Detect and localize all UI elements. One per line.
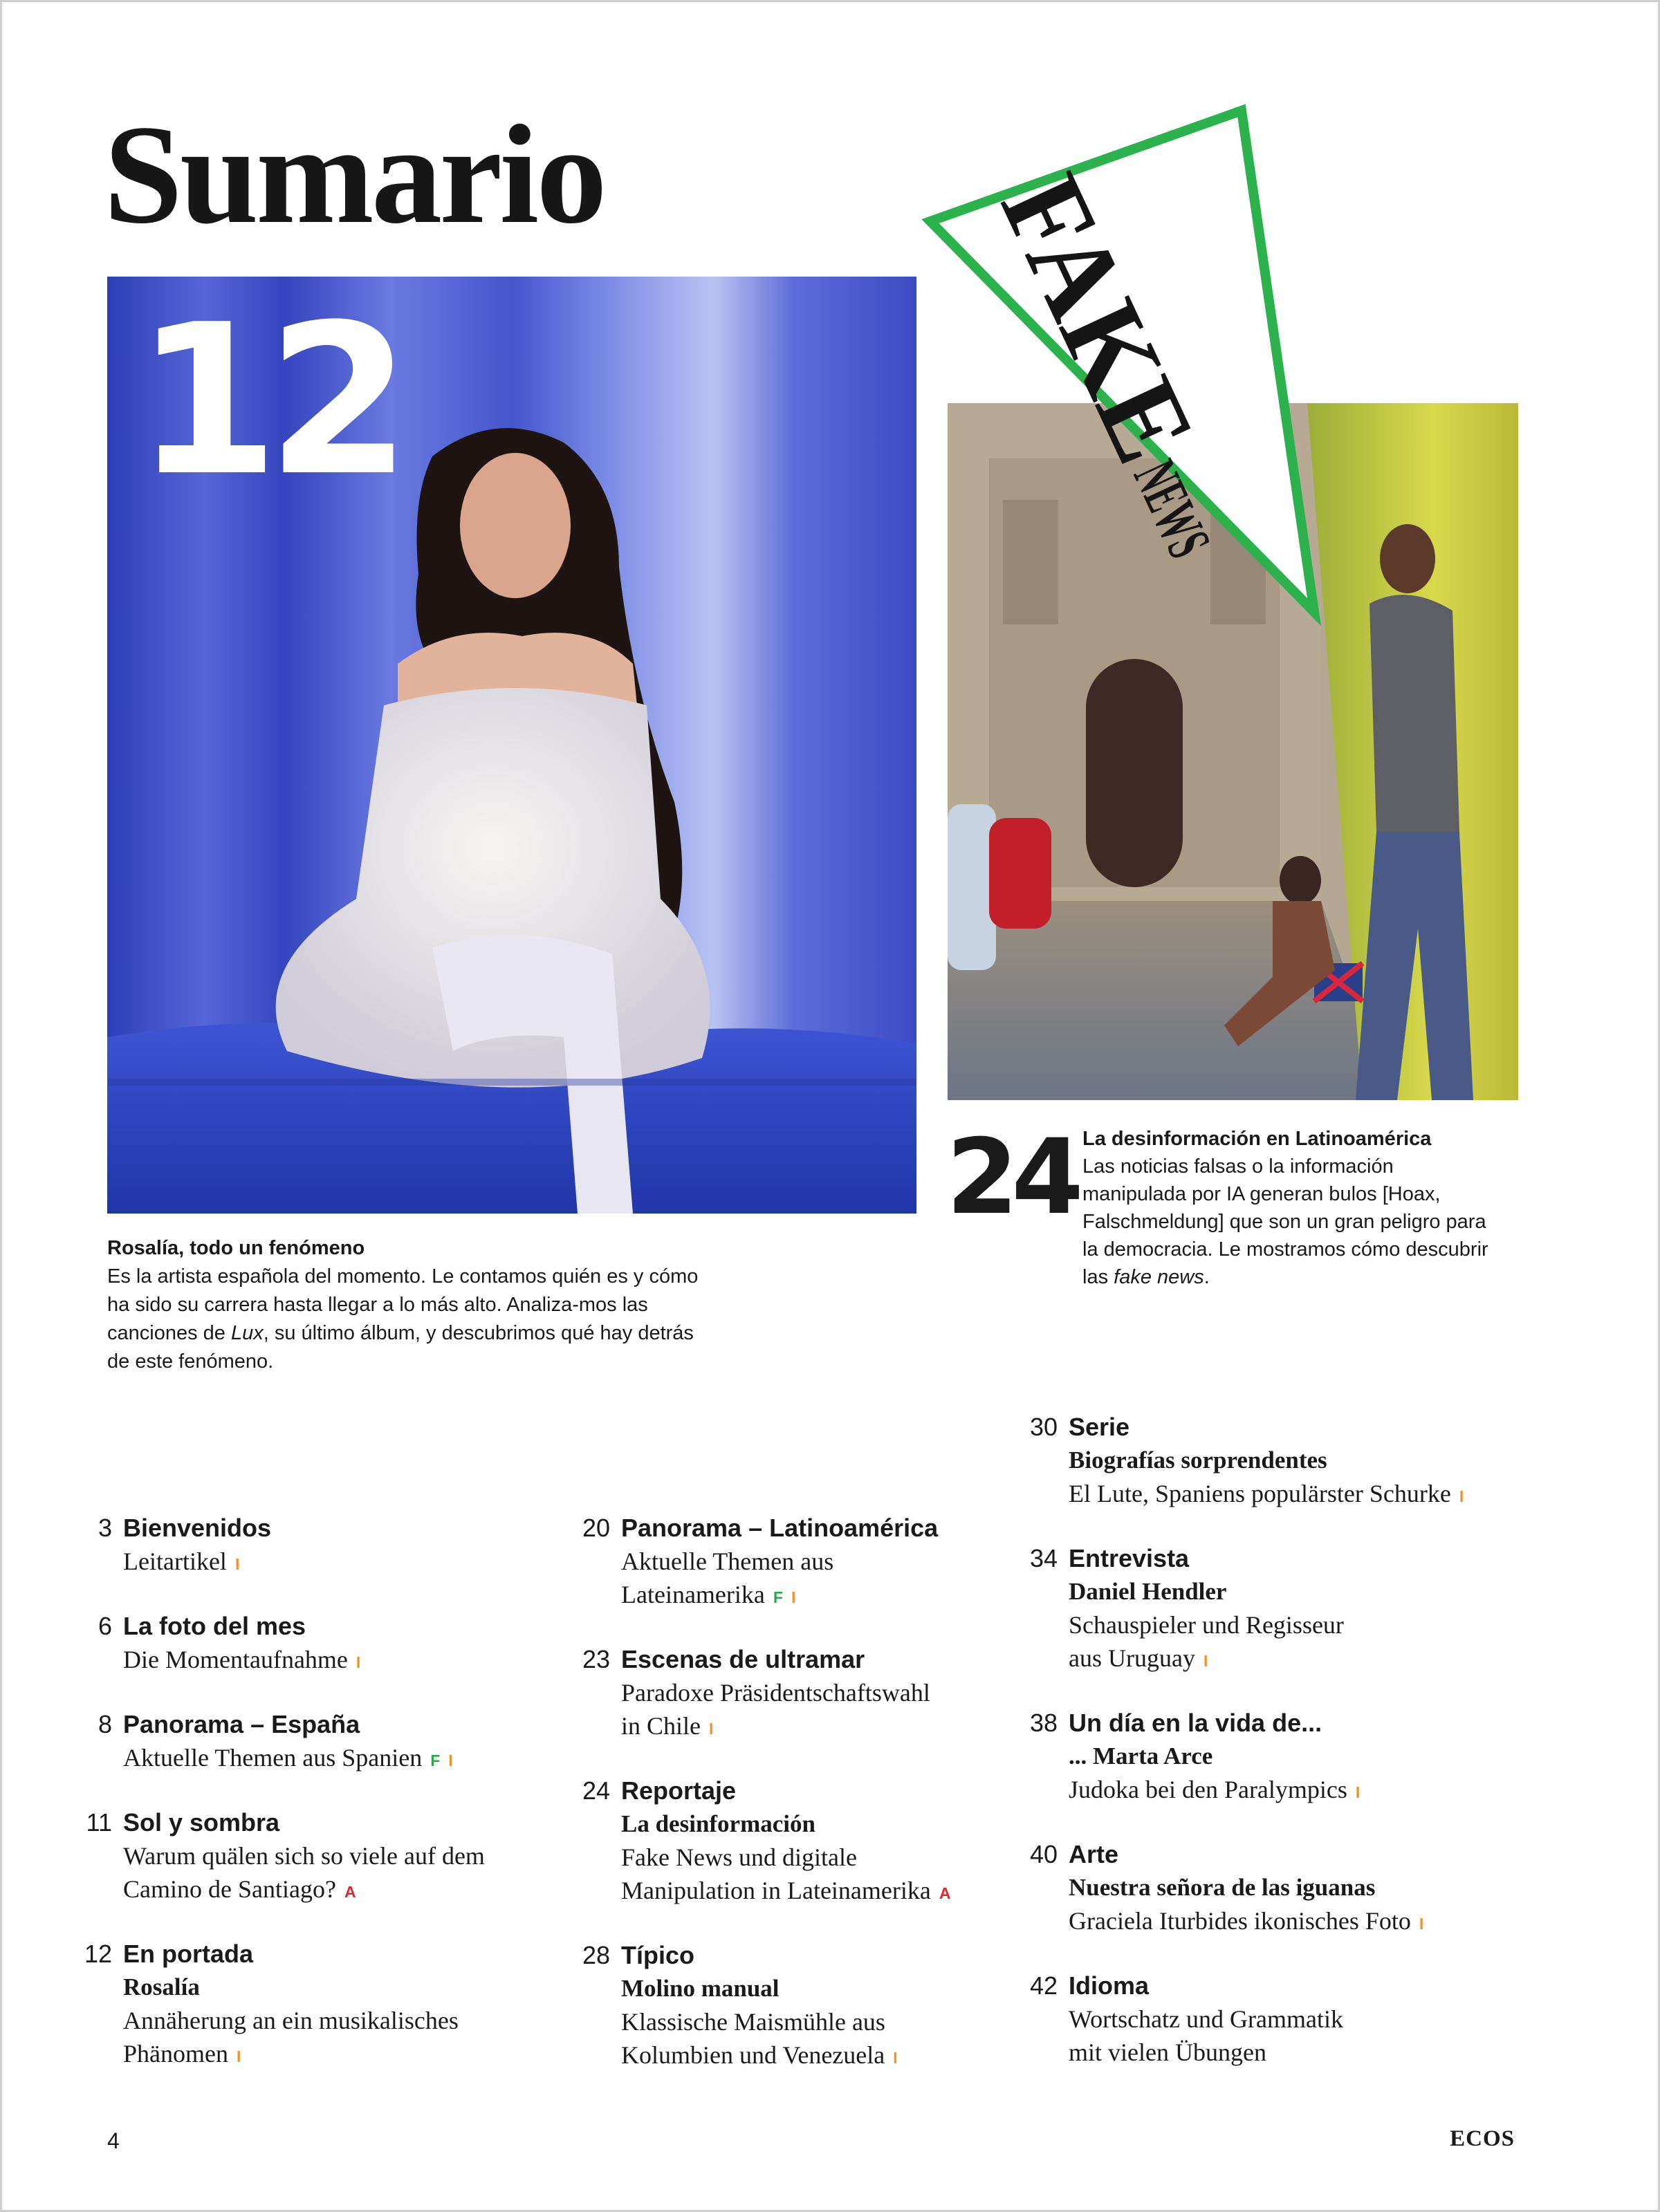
toc-section-title: La foto del mes bbox=[123, 1612, 306, 1640]
toc-page-number: 12 bbox=[84, 1940, 112, 1968]
report-caption-text bbox=[1082, 1153, 1497, 1291]
toc-description-text: El Lute, Spaniens populärster Schurke bbox=[1069, 1480, 1451, 1507]
toc-entry-header bbox=[69, 1512, 553, 1545]
toc-description bbox=[1069, 1904, 1540, 1940]
report-page-number: 24 bbox=[946, 1117, 1077, 1238]
toc-section-title: Entrevista bbox=[1069, 1544, 1190, 1572]
toc-description bbox=[123, 1545, 553, 1581]
toc-page-number: 23 bbox=[582, 1645, 610, 1673]
toc-entry-body bbox=[1069, 1871, 1540, 1940]
toc-entry-body bbox=[123, 1545, 553, 1581]
level-tag-i: I bbox=[1355, 1783, 1361, 1801]
level-tag-i: I bbox=[709, 1720, 714, 1738]
footer-brand: ECOS bbox=[1450, 2126, 1515, 2151]
toc-section-title: Panorama – Latinoamérica bbox=[621, 1514, 939, 1542]
toc-entry-header bbox=[1015, 1542, 1540, 1575]
toc-description bbox=[123, 1741, 553, 1777]
pennant-word-fake: FAKE bbox=[976, 156, 1229, 500]
fake-news-pennant bbox=[923, 104, 1325, 647]
toc-entry-header bbox=[567, 1939, 1017, 1972]
toc-description bbox=[123, 1643, 553, 1679]
level-tag-i: I bbox=[356, 1653, 361, 1671]
level-tag-i: I bbox=[1459, 1487, 1464, 1505]
toc-description-text: Paradoxe Präsidentschaftswahl in Chile bbox=[621, 1679, 930, 1740]
toc-entry-body bbox=[621, 1972, 1017, 2074]
toc-section-title: Típico bbox=[621, 1941, 694, 1969]
toc-entry-header bbox=[567, 1774, 1017, 1807]
toc-entry[interactable] bbox=[1015, 1969, 1540, 2069]
toc-entry[interactable] bbox=[69, 1806, 553, 1908]
toc-description-text: Graciela Iturbides ikonisches Foto bbox=[1069, 1907, 1411, 1935]
toc-column-2 bbox=[567, 1512, 1017, 2103]
toc-description bbox=[1069, 1608, 1540, 1677]
toc-entry[interactable] bbox=[567, 1939, 1017, 2074]
toc-entry-body bbox=[1069, 1740, 1540, 1809]
toc-description-text: Schauspieler und Regisseur aus Uruguay bbox=[1069, 1611, 1344, 1672]
toc-section-title: Un día en la vida de... bbox=[1069, 1709, 1322, 1737]
toc-description bbox=[621, 1676, 1017, 1745]
toc-subtitle: Rosalía bbox=[123, 1973, 200, 2000]
toc-entry-body bbox=[621, 1676, 1017, 1745]
toc-entry[interactable] bbox=[567, 1512, 1017, 1614]
toc-section-title: Arte bbox=[1069, 1840, 1119, 1868]
toc-description-text: Aktuelle Themen aus Spanien bbox=[123, 1744, 423, 1772]
toc-description bbox=[1069, 1773, 1540, 1809]
toc-description-text: Die Momentaufnahme bbox=[123, 1646, 348, 1673]
toc-page-number: 6 bbox=[98, 1612, 112, 1640]
toc-page-number: 11 bbox=[86, 1808, 112, 1837]
toc-entry[interactable] bbox=[1015, 1542, 1540, 1677]
level-tag-a: A bbox=[344, 1883, 356, 1901]
toc-description bbox=[621, 1841, 1017, 1910]
level-tag-f: F bbox=[430, 1751, 441, 1769]
caption-text-part: Las noticias falsas o la información manipulada por IA generan bulos [Hoax, Falschmeldung] que son un gran peligro para la democracia. Le mostramos cómo descubrir las bbox=[1082, 1155, 1488, 1288]
toc-description bbox=[123, 2004, 553, 2073]
level-tag-i: I bbox=[791, 1588, 796, 1606]
toc-subtitle: Molino manual bbox=[621, 1975, 780, 2002]
footer-page-number: 4 bbox=[107, 2128, 120, 2153]
level-tag-i: I bbox=[236, 2047, 241, 2065]
toc-entry-body bbox=[123, 1839, 553, 1908]
toc-entry[interactable] bbox=[567, 1774, 1017, 1910]
toc-description-text: Leitartikel bbox=[123, 1548, 227, 1575]
toc-entry-header bbox=[69, 1937, 553, 1971]
toc-entry[interactable] bbox=[1015, 1838, 1540, 1940]
toc-subtitle: ... Marta Arce bbox=[1069, 1742, 1213, 1769]
toc-page-number: 38 bbox=[1029, 1709, 1058, 1737]
toc-page-number: 34 bbox=[1029, 1544, 1058, 1572]
toc-page-number: 24 bbox=[582, 1776, 610, 1805]
toc-page-number: 30 bbox=[1029, 1413, 1058, 1441]
cover-story-caption bbox=[107, 1234, 702, 1376]
cover-story-caption-text bbox=[107, 1263, 702, 1376]
page-title: Sumario bbox=[104, 96, 605, 253]
toc-entry[interactable] bbox=[69, 1937, 553, 2073]
toc-subtitle: Biografías sorprendentes bbox=[1069, 1447, 1327, 1474]
toc-section-title: Serie bbox=[1069, 1413, 1130, 1441]
toc-entry-header bbox=[69, 1610, 553, 1643]
toc-subtitle: Nuestra señora de las iguanas bbox=[1069, 1874, 1376, 1901]
toc-entry-body bbox=[621, 1807, 1017, 1910]
level-tag-a: A bbox=[939, 1884, 951, 1902]
toc-page-number: 42 bbox=[1029, 1971, 1058, 2000]
toc-description-text: Klassische Maismühle aus Kolumbien und Venezuela bbox=[621, 2008, 885, 2069]
toc-section-title: En portada bbox=[123, 1940, 254, 1968]
toc-column-1 bbox=[69, 1512, 553, 2102]
caption-fake-news-term: fake news bbox=[1114, 1266, 1204, 1288]
toc-section-title: Bienvenidos bbox=[123, 1514, 272, 1542]
level-tag-f: F bbox=[773, 1588, 783, 1606]
toc-entry-header bbox=[1015, 1969, 1540, 2002]
level-tag-i: I bbox=[893, 2049, 898, 2067]
toc-description-text: Wortschatz und Grammatik mit vielen Übungen bbox=[1069, 2005, 1343, 2066]
toc-entry-header bbox=[567, 1512, 1017, 1545]
pennant-word-news: NEWS bbox=[1120, 451, 1260, 647]
toc-entry-header bbox=[69, 1806, 553, 1839]
caption-text-part: Es la artista española del momento. Le contamos quién es y cómo ha sido su carrera hasta llegar a lo más alto. Analiza-mos las canciones de bbox=[107, 1265, 699, 1344]
toc-entry[interactable] bbox=[69, 1610, 553, 1679]
toc-entry[interactable] bbox=[69, 1708, 553, 1777]
fake-news-pennant-art bbox=[923, 104, 1325, 647]
caption-text-part: , su último álbum, y descubrimos qué hay detrás de este fenómeno. bbox=[107, 1322, 694, 1373]
caption-text-part: . bbox=[1204, 1266, 1210, 1288]
toc-description bbox=[1069, 2002, 1540, 2069]
toc-description bbox=[621, 2005, 1017, 2074]
toc-entry-body bbox=[621, 1545, 1017, 1614]
level-tag-i: I bbox=[448, 1751, 453, 1769]
toc-page-number: 20 bbox=[582, 1514, 610, 1542]
level-tag-i: I bbox=[234, 1555, 240, 1573]
toc-entry-body bbox=[123, 1741, 553, 1777]
toc-entry[interactable] bbox=[567, 1643, 1017, 1745]
toc-description-text: Judoka bei den Paralympics bbox=[1069, 1776, 1347, 1803]
toc-entry-header bbox=[1015, 1411, 1540, 1444]
toc-entry-body bbox=[123, 1643, 553, 1679]
toc-description bbox=[1069, 1477, 1540, 1513]
toc-page-number: 40 bbox=[1029, 1840, 1058, 1868]
toc-page-number: 8 bbox=[98, 1710, 112, 1738]
toc-description-text: Aktuelle Themen aus Lateinamerika bbox=[621, 1548, 834, 1608]
toc-subtitle: Daniel Hendler bbox=[1069, 1578, 1227, 1605]
toc-entry-header bbox=[69, 1708, 553, 1741]
toc-entry[interactable] bbox=[69, 1512, 553, 1581]
level-tag-i: I bbox=[1419, 1915, 1424, 1933]
cover-story-page-number: 12 bbox=[135, 280, 399, 521]
toc-entry[interactable] bbox=[1015, 1707, 1540, 1809]
toc-entry-body bbox=[123, 1971, 553, 2073]
cover-story-caption-title: Rosalía, todo un fenómeno bbox=[107, 1237, 365, 1259]
toc-description-text: Warum quälen sich so viele auf dem Camino de Santiago? bbox=[123, 1842, 485, 1903]
toc-column-3 bbox=[1015, 1411, 1540, 2098]
toc-entry-body bbox=[1069, 1444, 1540, 1513]
report-caption bbox=[1082, 1125, 1497, 1291]
toc-page-number: 28 bbox=[582, 1941, 610, 1969]
toc-section-title: Idioma bbox=[1069, 1971, 1150, 2000]
toc-entry-header bbox=[567, 1643, 1017, 1676]
toc-subtitle: La desinformación bbox=[621, 1810, 815, 1837]
toc-description-text: Fake News und digitale Manipulation in Lateinamerika bbox=[621, 1843, 931, 1904]
toc-entry-body bbox=[1069, 2002, 1540, 2069]
toc-description-text: Annäherung an ein musikalisches Phänomen bbox=[123, 2007, 459, 2067]
caption-album-title: Lux bbox=[230, 1322, 264, 1344]
toc-entry-header bbox=[1015, 1838, 1540, 1871]
toc-description bbox=[123, 1839, 553, 1908]
toc-entry[interactable] bbox=[1015, 1411, 1540, 1513]
toc-description bbox=[621, 1545, 1017, 1614]
toc-entry-body bbox=[1069, 1575, 1540, 1677]
report-caption-title: La desinformación en Latinoamérica bbox=[1082, 1128, 1432, 1150]
level-tag-i: I bbox=[1203, 1652, 1208, 1670]
toc-entry-header bbox=[1015, 1707, 1540, 1740]
toc-section-title: Reportaje bbox=[621, 1776, 737, 1805]
toc-page-number: 3 bbox=[98, 1514, 112, 1542]
toc-section-title: Panorama – España bbox=[123, 1710, 360, 1738]
toc-section-title: Escenas de ultramar bbox=[621, 1645, 865, 1673]
toc-section-title: Sol y sombra bbox=[123, 1808, 280, 1837]
